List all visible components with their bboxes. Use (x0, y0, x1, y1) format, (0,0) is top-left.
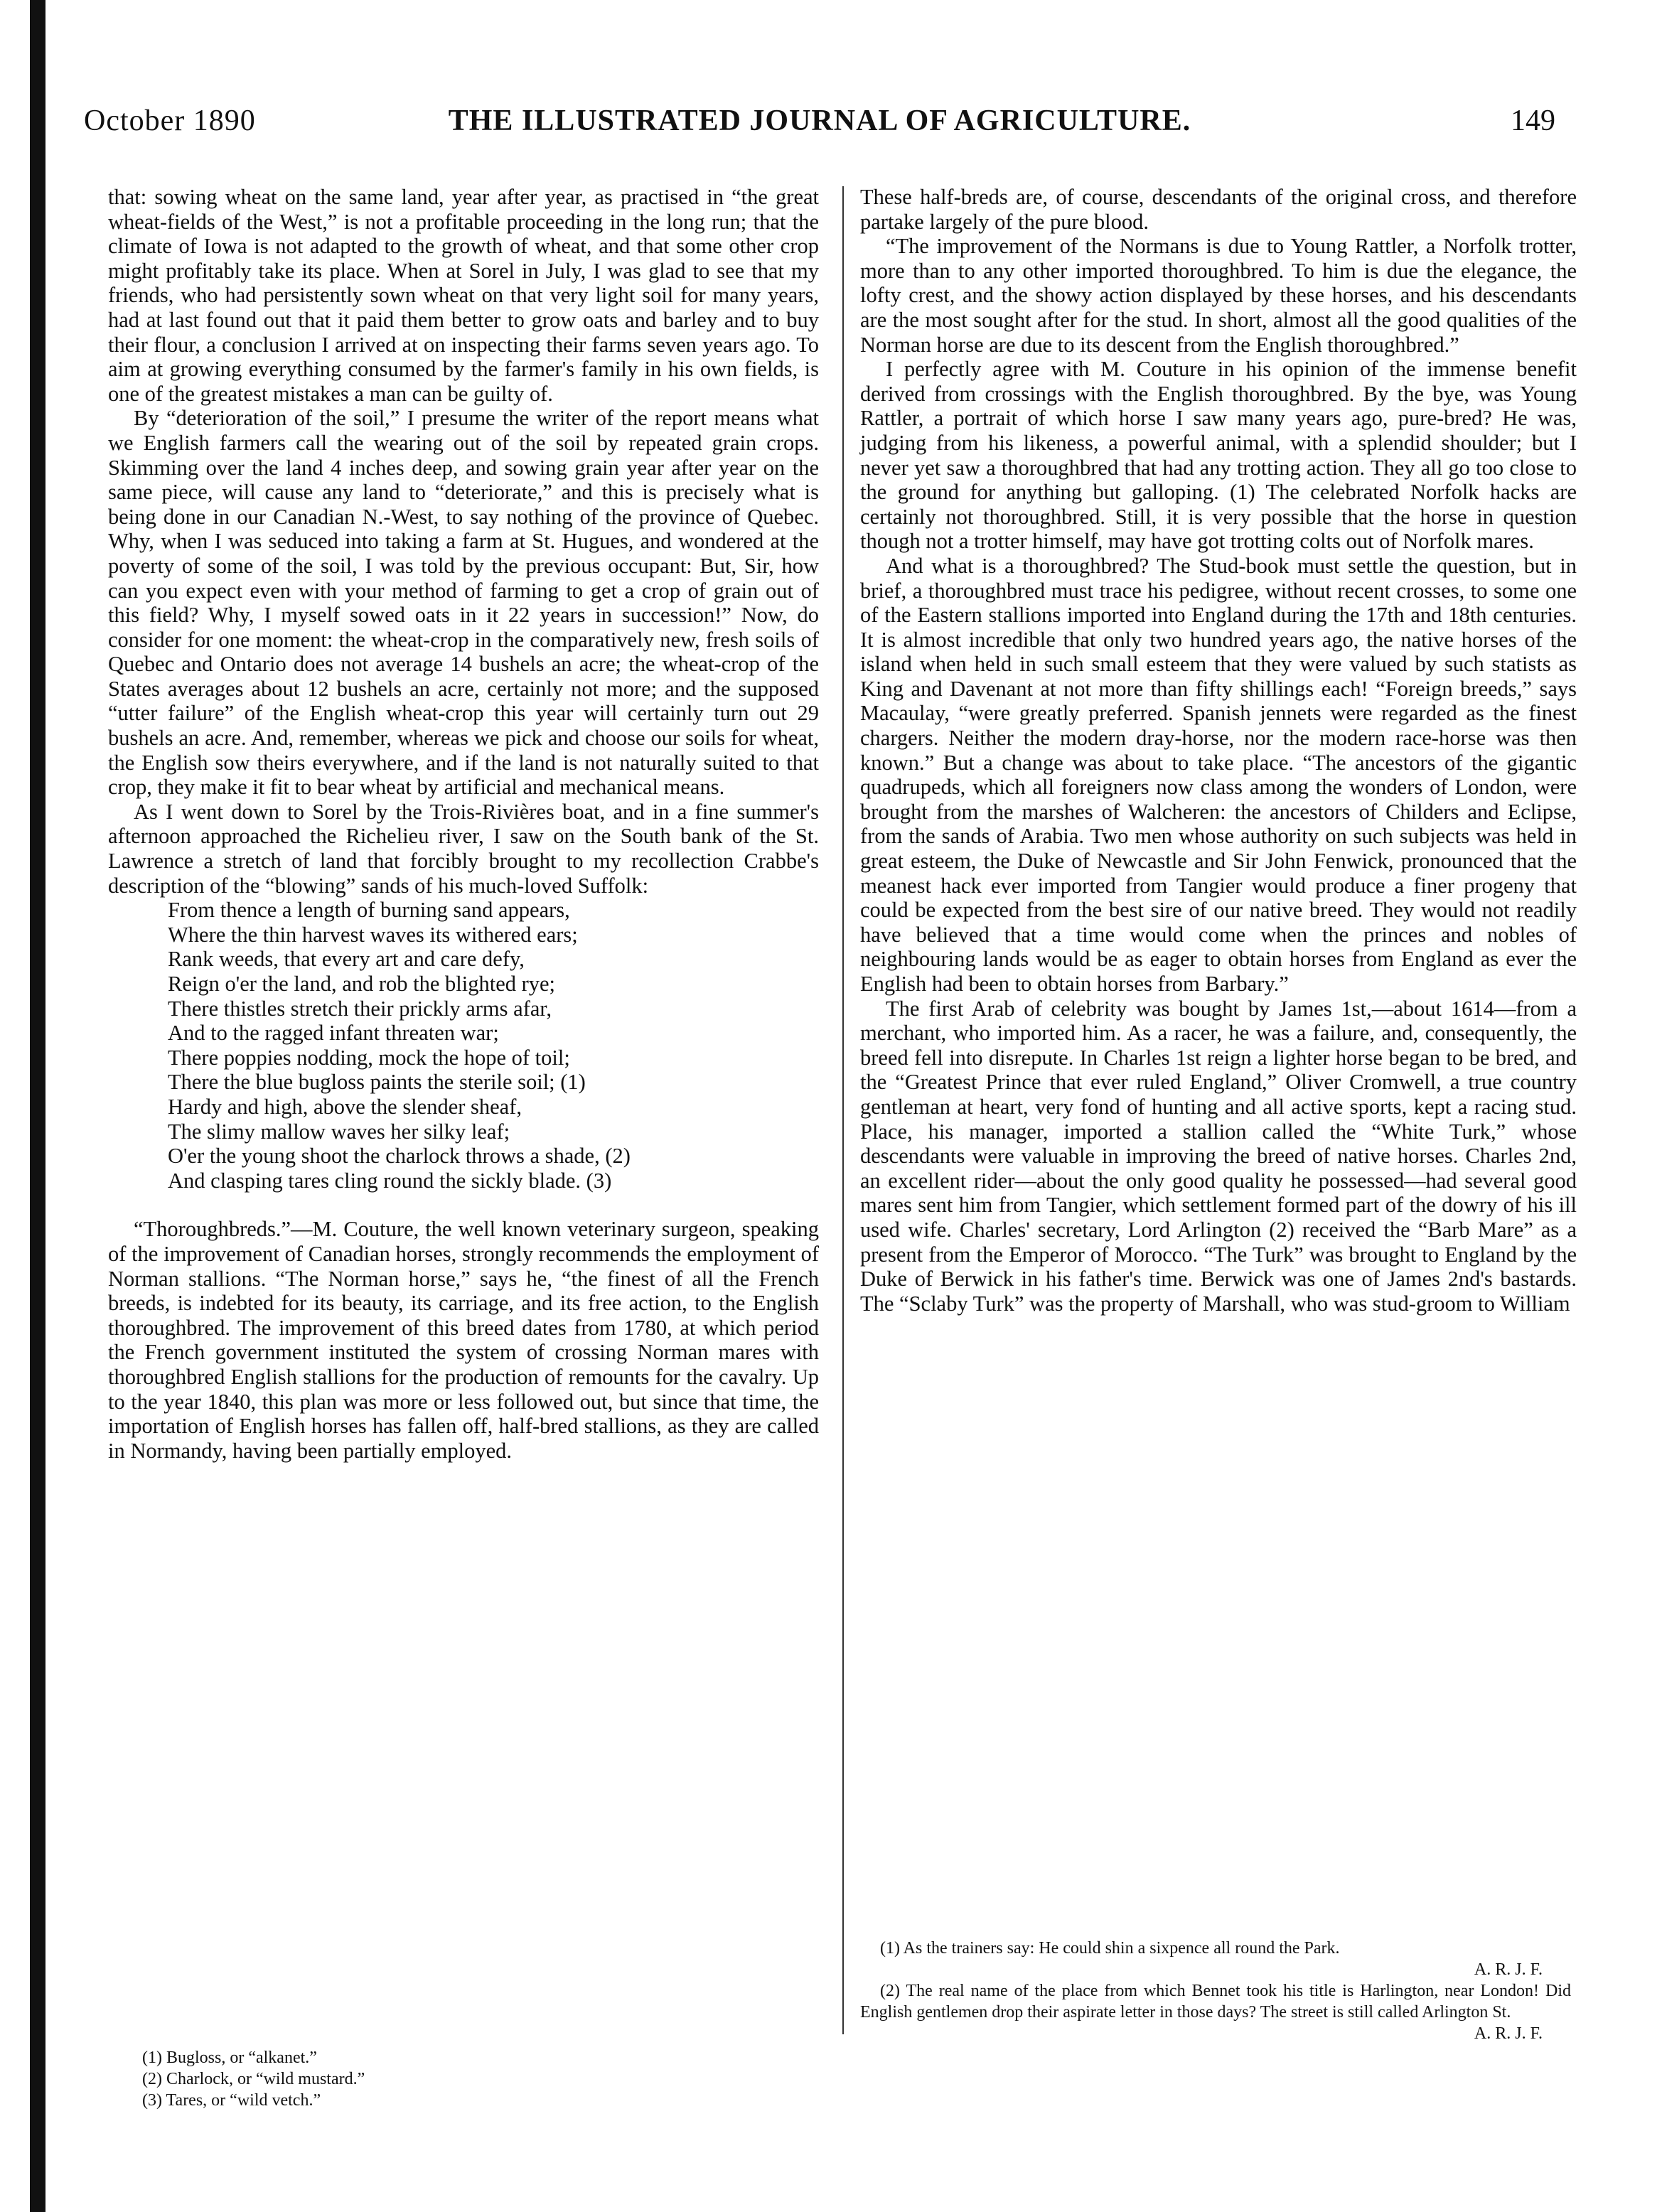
poem-line: And to the ragged infant threaten war; (168, 1021, 499, 1046)
right-column (860, 185, 1577, 1316)
footnote-signature: A. R. J. F. (1474, 2024, 1543, 2043)
footnote: (1) Bugloss, or “alkanet.” (142, 2049, 317, 2067)
paragraph: I perfectly agree with M. Couture in his opinion of the immense benefit derived from crossings with the English thoroughbred. By the bye, was Young Rattler, a portrait of which horse I saw many years ago, pure-bred? He was, judging from his likeness, a powerful animal, with a splendid shoulder; but I never yet saw a thoroughbred that had any trotting action. They all go too close to the ground for anything but galloping. (1) The celebrated Norfolk hacks are certainly not thoroughbred. Still, it is very possible that the horse in question though not a trotter himself, may have got trotting colts out of Norfolk mares. (860, 357, 1577, 554)
paragraph: “The improvement of the Normans is due to Young Rattler, a Norfolk trotter, more than to any other imported thoroughbred. To him is due the elegance, the lofty crest, and the showy action displayed by these horses, and his descendants are the most sought after for the stud. In short, almost all the good qualities of the Norman horse are due to its descent from the English thoroughbred.” (860, 234, 1577, 357)
paragraph: These half-breds are, of course, descendants of the original cross, and therefore partake largely of the pure blood. (860, 185, 1577, 234)
footnote: (2) Charlock, or “wild mustard.” (142, 2070, 365, 2088)
page-binding-edge (30, 0, 45, 2212)
poem-line: There poppies nodding, mock the hope of toil; (168, 1045, 570, 1070)
right-footnotes (860, 1938, 1571, 2044)
poem-line: Where the thin harvest waves its withered ears; (168, 922, 578, 947)
paragraph: “Thoroughbreds.”—M. Couture, the well known veterinary surgeon, speaking of the improvement of Canadian horses, strongly recommends the employment of Norman stallions. “The Norman horse,” says he, “the finest of all the French breeds, is indebted for its beauty, its carriage, and its free action, to the English thoroughbred. The improvement of this breed dates from 1780, at which period the French government instituted the system of crossing Norman mares with thoroughbred English stallions for the production of remounts for the cavalry. Up to the year 1840, this plan was more or less followed out, but since that time, the importation of English horses has fallen off, half-bred stallions, as they are called in Normandy, having been partially employed. (108, 1217, 819, 1463)
poem-line: There thistles stretch their prickly arms afar, (168, 996, 552, 1021)
paragraph: that: sowing wheat on the same land, year after year, as practised in “the great wheat-fields of the West,” is not a profitable proceeding in the long run; that the climate of Iowa is not adapted to the growth of wheat, and that some other crop might profitably take its place. When at Sorel in July, I was glad to see that my friends, who had persistently sown wheat on that very light soil for many years, had at last found out that it paid them better to grow oats and barley and to buy their flour, a conclusion I arrived at on inspecting their farms seven years ago. To aim at growing everything consumed by the farmer's family in his own fields, is one of the greatest mistakes a man can be guilty of. (108, 185, 819, 406)
left-column (108, 185, 819, 1463)
poem-line: There the blue bugloss paints the sterile soil; (1) (168, 1070, 586, 1095)
poem-line: O'er the young shoot the charlock throws a shade, (2) (168, 1144, 631, 1169)
paragraph: The first Arab of celebrity was bought by James 1st,—about 1614—from a merchant, who imported him. As a racer, he was a failure, and, consequently, the breed fell into disrepute. In Charles 1st reign a lighter horse began to be bred, and the “Greatest Prince that ever ruled England,” Oliver Cromwell, a true country gentleman at heart, very fond of hunting and all active sports, kept a racing stud. Place, his manager, imported a stallion called the “White Turk,” whose descendants were valuable in improving the breed of native horses. Charles 2nd, an excellent rider—about the only good quality he possessed—had several good mares sent him from Tangier, which settlement formed part of the dowry of his ill used wife. Charles' secretary, Lord Arlington (2) received the “Barb Mare” as a present from the Emperor of Morocco. “The Turk” was brought to England by the Duke of Berwick in his father's time. Berwick was one of James 2nd's bastards. The “Sclaby Turk” was the property of Marshall, who was stud-groom to William (860, 996, 1577, 1316)
poem-quote (168, 898, 819, 1193)
poem-line: Rank weeds, that every art and care defy, (168, 947, 525, 972)
poem-line: The slimy mallow waves her silky leaf; (168, 1119, 510, 1144)
journal-title: THE ILLUSTRATED JOURNAL OF AGRICULTURE. (448, 104, 1191, 137)
paragraph: As I went down to Sorel by the Trois-Rivières boat, and in a fine summer's afternoon approached the Richelieu river, I saw on the South bank of the St. Lawrence a stretch of land that forcibly brought to my recollection Crabbe's description of the “blowing” sands of his much-loved Suffolk: (108, 799, 819, 898)
poem-line: And clasping tares cling round the sickly blade. (3) (168, 1168, 612, 1193)
page-number: 149 (1511, 104, 1555, 137)
paragraph: And what is a thoroughbred? The Stud-book must settle the question, but in brief, a thoroughbred must trace his pedigree, without recent crosses, to some one of the Eastern stallions imported into England during the 17th and 18th centuries. It is almost incredible that only two hundred years ago, the native horses of the island when held in such small esteem that they were valued by such statists as King and Davenant at not more than fifty shillings each! “Foreign breeds,” says Macaulay, “were greatly preferred. Spanish jennets were regarded as the finest chargers. Neither the modern dray-horse, nor the modern race-horse was then known.” But a change was about to take place. “The ancestors of the gigantic quadrupeds, which all foreigners now class among the wonders of London, were brought from the marshes of Walcheren: the ancestors of Childers and Eclipse, from the sands of Arabia. Two men whose authority on such subjects was held in great esteem, the Duke of Newcastle and Sir John Fenwick, pronounced that the meanest hack ever imported from Tangier would produce a finer progeny that could be expected from the best sire of our native breed. They would not readily have believed that a time would come when the princes and nobles of neighbouring lands would be as eager to obtain horses from England as ever the English had been to obtain horses from Barbary.” (860, 553, 1577, 996)
column-divider (842, 186, 844, 2034)
paragraph: By “deterioration of the soil,” I presume the writer of the report means what we English farmers call the wearing out of the soil by repeated grain crops. Skimming over the land 4 inches deep, and sowing grain year after year on the same piece, will cause any land to “deteriorate,” and this is precisely what is being done in our Canadian N.-West, to say nothing of the province of Quebec. Why, when I was seduced into taking a farm at St. Hugues, and wondered at the poverty of some of the soil, I was told by the previous occupant: But, Sir, how can you expect even with your method of farming to get a crop of grain out of this field? Why, I myself sowed oats in it 22 years in succession!” Now, do consider for one moment: the wheat-crop in the comparatively new, fresh soils of Quebec and Ontario does not average 14 bushels an acre; the wheat-crop of the States averages about 12 bushels an acre, certainly not more; and the supposed “utter failure” of the English wheat-crop this year will certainly turn out 29 bushels an acre. And, remember, whereas we pick and choose our soils for wheat, the English sow theirs everywhere, and if the land is not naturally suited to that crop, they make it fit to bear wheat by artificial and mechanical means. (108, 406, 819, 800)
poem-line: Reign o'er the land, and rob the blighted rye; (168, 972, 556, 996)
left-footnotes (142, 2047, 640, 2111)
poem-line: Hardy and high, above the slender sheaf, (168, 1094, 522, 1119)
header-date: October 1890 (84, 104, 256, 137)
footnote-signature: A. R. J. F. (1474, 1960, 1543, 1979)
footnote: (3) Tares, or “wild vetch.” (142, 2091, 321, 2110)
page-header (84, 100, 1555, 142)
footnote: (1) As the trainers say: He could shin a sixpence all round the Park. (880, 1939, 1340, 1958)
poem-line: From thence a length of burning sand appears, (168, 898, 570, 923)
footnote: (2) The real name of the place from which Bennet took his title is Harlington, near London! Did English gentlemen drop their aspirate letter in those days? The street is still called Arlington St. (860, 1982, 1571, 2022)
